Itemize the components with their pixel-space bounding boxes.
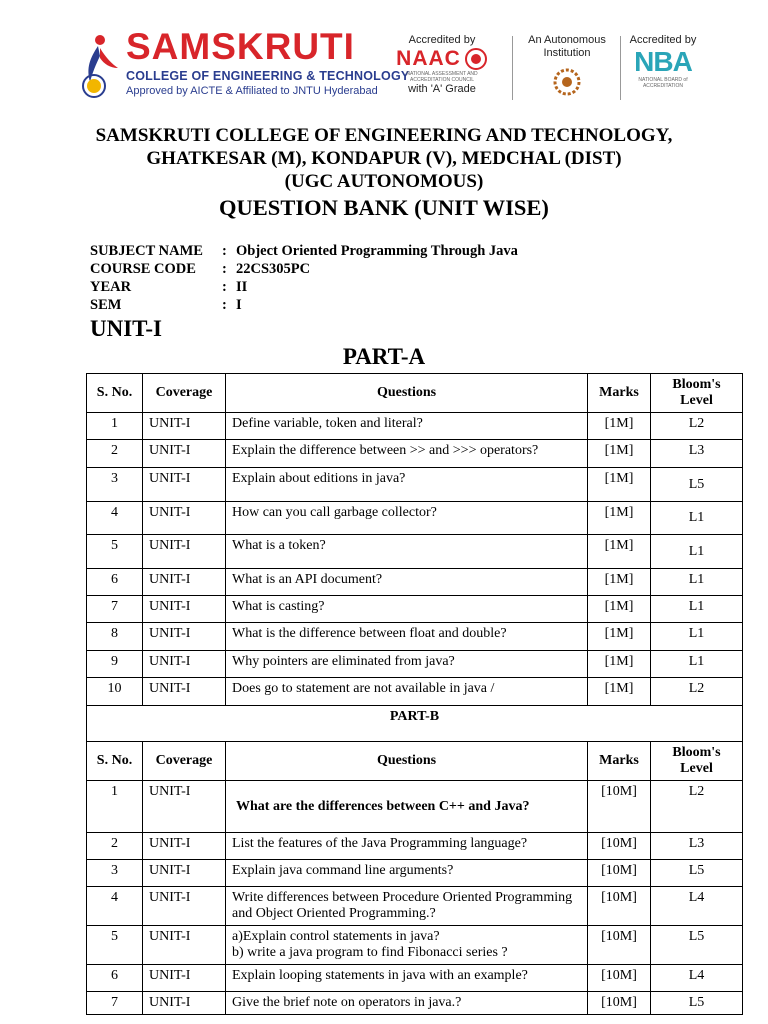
cell-level: L1 bbox=[651, 623, 743, 651]
column-header: S. No. bbox=[87, 374, 143, 413]
cell-marks: [1M] bbox=[588, 535, 651, 569]
cell-question: Explain about editions in java? bbox=[226, 468, 588, 502]
nba-accreditation bbox=[628, 34, 698, 89]
cell-marks: [1M] bbox=[588, 413, 651, 440]
cell-question: What are the differences between C++ and Java? bbox=[226, 781, 588, 833]
cell-level: L1 bbox=[651, 535, 743, 569]
cell-coverage: UNIT-I bbox=[143, 860, 226, 887]
table-header-row bbox=[87, 742, 743, 781]
cell-marks: [10M] bbox=[588, 992, 651, 1015]
column-header: Marks bbox=[588, 742, 651, 781]
cell-level: L2 bbox=[651, 781, 743, 833]
cell-level: L5 bbox=[651, 992, 743, 1015]
table-row bbox=[87, 860, 743, 887]
college-status: (UGC AUTONOMOUS) bbox=[284, 171, 484, 192]
cell-coverage: UNIT-I bbox=[143, 502, 226, 535]
table-row bbox=[87, 468, 743, 502]
cell-level: L5 bbox=[651, 860, 743, 887]
nba-fullname: NATIONAL BOARD of ACCREDITATION bbox=[638, 77, 688, 89]
cell-level: L1 bbox=[651, 569, 743, 596]
table-row bbox=[87, 965, 743, 992]
cell-coverage: UNIT-I bbox=[143, 965, 226, 992]
cell-coverage: UNIT-I bbox=[143, 992, 226, 1015]
cell-marks: [10M] bbox=[588, 965, 651, 992]
brand-subtitle: COLLEGE OF ENGINEERING & TECHNOLOGY bbox=[126, 69, 410, 83]
meta-key: SUBJECT NAME bbox=[90, 243, 203, 259]
meta-value: II bbox=[236, 279, 248, 295]
meta-subject: SUBJECT NAME : Object Oriented Programming Through Java bbox=[90, 243, 518, 259]
naac-label: Accredited by bbox=[408, 34, 476, 46]
cell-question: Write differences between Procedure Oriented Programming and Object Oriented Programming.? bbox=[226, 887, 588, 926]
table-row bbox=[87, 651, 743, 678]
table-header-row bbox=[87, 374, 743, 413]
part-b-heading-row bbox=[87, 706, 743, 742]
cell-question: Why pointers are eliminated from java? bbox=[226, 651, 588, 678]
table-row bbox=[87, 992, 743, 1015]
course-details bbox=[90, 242, 518, 314]
cell-marks: [1M] bbox=[588, 651, 651, 678]
nba-logo: NBA bbox=[634, 46, 692, 77]
cell-sno: 5 bbox=[87, 926, 143, 965]
page-header bbox=[0, 0, 768, 112]
title-block bbox=[0, 124, 768, 221]
document-title: QUESTION BANK (UNIT WISE) bbox=[219, 195, 549, 220]
divider bbox=[512, 36, 513, 100]
table-row bbox=[87, 833, 743, 860]
table-row bbox=[87, 926, 743, 965]
cell-coverage: UNIT-I bbox=[143, 596, 226, 623]
meta-sem: SEM : I bbox=[90, 297, 242, 313]
cell-sno: 3 bbox=[87, 860, 143, 887]
cell-sno: 10 bbox=[87, 678, 143, 706]
naac-accreditation bbox=[392, 34, 492, 96]
table-row bbox=[87, 781, 743, 833]
meta-value: 22CS305PC bbox=[236, 261, 311, 277]
autonomous-line1: An Autonomous bbox=[528, 34, 606, 46]
naac-fullname: NATIONAL ASSESSMENT AND ACCREDITATION COUNCIL bbox=[406, 71, 478, 83]
cell-sno: 4 bbox=[87, 502, 143, 535]
table-row bbox=[87, 569, 743, 596]
cell-marks: [10M] bbox=[588, 887, 651, 926]
cell-coverage: UNIT-I bbox=[143, 651, 226, 678]
cell-marks: [1M] bbox=[588, 502, 651, 535]
cell-sno: 1 bbox=[87, 781, 143, 833]
column-header: S. No. bbox=[87, 742, 143, 781]
cell-level: L2 bbox=[651, 678, 743, 706]
table-row bbox=[87, 413, 743, 440]
cell-sno: 8 bbox=[87, 623, 143, 651]
meta-year: YEAR : II bbox=[90, 279, 248, 295]
cell-coverage: UNIT-I bbox=[143, 440, 226, 468]
cell-marks: [1M] bbox=[588, 440, 651, 468]
cell-marks: [10M] bbox=[588, 926, 651, 965]
college-address: GHATKESAR (M), KONDAPUR (V), MEDCHAL (DIST) bbox=[146, 148, 622, 169]
unit-heading: UNIT-I bbox=[90, 316, 163, 341]
brand-approval: Approved by AICTE & Affiliated to JNTU Hyderabad bbox=[126, 85, 378, 97]
cell-level: L5 bbox=[651, 468, 743, 502]
cell-level: L4 bbox=[651, 887, 743, 926]
autonomous-badge bbox=[522, 34, 612, 105]
naac-emblem-icon bbox=[464, 47, 488, 71]
cell-coverage: UNIT-I bbox=[143, 678, 226, 706]
table-row bbox=[87, 440, 743, 468]
cell-question: Explain looping statements in java with an example? bbox=[226, 965, 588, 992]
naac-grade: with 'A' Grade bbox=[408, 83, 476, 95]
table-row bbox=[87, 596, 743, 623]
cell-sno: 3 bbox=[87, 468, 143, 502]
cell-question: What is casting? bbox=[226, 596, 588, 623]
cell-coverage: UNIT-I bbox=[143, 887, 226, 926]
cell-sno: 2 bbox=[87, 440, 143, 468]
cell-question: List the features of the Java Programming language? bbox=[226, 833, 588, 860]
cell-marks: [10M] bbox=[588, 781, 651, 833]
meta-key: YEAR bbox=[90, 279, 132, 295]
meta-course-code: COURSE CODE : 22CS305PC bbox=[90, 261, 311, 277]
cell-coverage: UNIT-I bbox=[143, 833, 226, 860]
meta-value: I bbox=[236, 297, 242, 313]
cell-marks: [1M] bbox=[588, 678, 651, 706]
part-b-heading: PART-B bbox=[87, 706, 743, 742]
table-row bbox=[87, 623, 743, 651]
cell-sno: 7 bbox=[87, 992, 143, 1015]
cell-marks: [10M] bbox=[588, 833, 651, 860]
cell-level: L2 bbox=[651, 413, 743, 440]
college-name: SAMSKRUTI COLLEGE OF ENGINEERING AND TECHNOLOGY, bbox=[95, 125, 673, 146]
cell-question: a)Explain control statements in java? b) write a java program to find Fibonacci series ? bbox=[226, 926, 588, 965]
cell-coverage: UNIT-I bbox=[143, 926, 226, 965]
cell-sno: 7 bbox=[87, 596, 143, 623]
question-table bbox=[86, 373, 743, 1015]
ugc-emblem-icon bbox=[549, 64, 585, 100]
cell-marks: [1M] bbox=[588, 623, 651, 651]
divider bbox=[620, 36, 621, 100]
cell-level: L3 bbox=[651, 833, 743, 860]
cell-sno: 5 bbox=[87, 535, 143, 569]
cell-question: What is an API document? bbox=[226, 569, 588, 596]
cell-coverage: UNIT-I bbox=[143, 781, 226, 833]
cell-coverage: UNIT-I bbox=[143, 413, 226, 440]
column-header: Questions bbox=[226, 742, 588, 781]
part-a-heading: PART-A bbox=[342, 344, 426, 369]
cell-sno: 9 bbox=[87, 651, 143, 678]
column-header: Questions bbox=[226, 374, 588, 413]
cell-level: L5 bbox=[651, 926, 743, 965]
table-row bbox=[87, 887, 743, 926]
cell-coverage: UNIT-I bbox=[143, 468, 226, 502]
column-header: Bloom's Level bbox=[651, 374, 743, 413]
cell-marks: [1M] bbox=[588, 569, 651, 596]
table-row bbox=[87, 502, 743, 535]
cell-question: Explain the difference between >> and >>> operators? bbox=[226, 440, 588, 468]
cell-question: Define variable, token and literal? bbox=[226, 413, 588, 440]
cell-level: L3 bbox=[651, 440, 743, 468]
cell-coverage: UNIT-I bbox=[143, 569, 226, 596]
cell-sno: 6 bbox=[87, 569, 143, 596]
table-row bbox=[87, 535, 743, 569]
meta-value: Object Oriented Programming Through Java bbox=[236, 243, 518, 259]
brand-name: SAMSKRUTI bbox=[126, 26, 355, 67]
cell-level: L4 bbox=[651, 965, 743, 992]
college-logo-icon bbox=[78, 34, 122, 100]
cell-question: What is a token? bbox=[226, 535, 588, 569]
cell-level: L1 bbox=[651, 502, 743, 535]
table-row bbox=[87, 678, 743, 706]
cell-question: Does go to statement are not available in java / bbox=[226, 678, 588, 706]
cell-question: Explain java command line arguments? bbox=[226, 860, 588, 887]
cell-sno: 4 bbox=[87, 887, 143, 926]
meta-key: COURSE CODE bbox=[90, 261, 196, 277]
cell-marks: [10M] bbox=[588, 860, 651, 887]
cell-marks: [1M] bbox=[588, 468, 651, 502]
column-header: Marks bbox=[588, 374, 651, 413]
cell-marks: [1M] bbox=[588, 596, 651, 623]
cell-level: L1 bbox=[651, 596, 743, 623]
meta-key: SEM bbox=[90, 297, 122, 313]
cell-question: What is the difference between float and double? bbox=[226, 623, 588, 651]
cell-coverage: UNIT-I bbox=[143, 623, 226, 651]
cell-question: Give the brief note on operators in java.? bbox=[226, 992, 588, 1015]
cell-sno: 1 bbox=[87, 413, 143, 440]
naac-logo: NAAC bbox=[396, 47, 461, 70]
nba-label: Accredited by bbox=[629, 34, 697, 46]
cell-question: How can you call garbage collector? bbox=[226, 502, 588, 535]
column-header: Bloom's Level bbox=[651, 742, 743, 781]
cell-sno: 6 bbox=[87, 965, 143, 992]
autonomous-line2: Institution bbox=[543, 47, 591, 59]
column-header: Coverage bbox=[143, 742, 226, 781]
cell-sno: 2 bbox=[87, 833, 143, 860]
cell-level: L1 bbox=[651, 651, 743, 678]
column-header: Coverage bbox=[143, 374, 226, 413]
cell-coverage: UNIT-I bbox=[143, 535, 226, 569]
